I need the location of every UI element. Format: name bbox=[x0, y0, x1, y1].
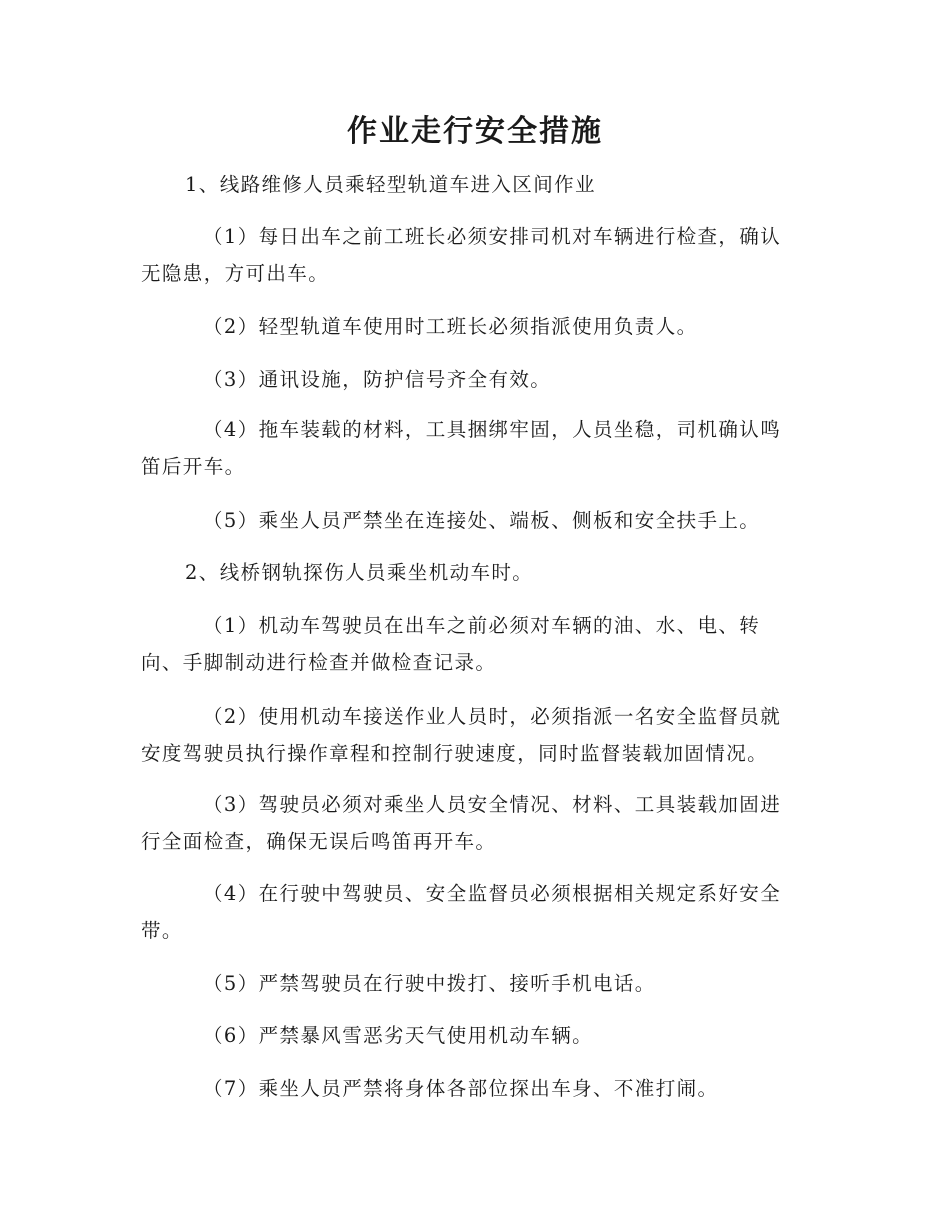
paragraph-2-6: （6）严禁暴风雪恶劣天气使用机动车辆。 bbox=[203, 1024, 594, 1047]
paragraph-2-3: （3）驾驶员必须对乘坐人员安全情况、材料、工具装载加固进行全面检查，确保无误后鸣笛再开车。 bbox=[141, 793, 782, 853]
paragraph-2-2: （2）使用机动车接送作业人员时，必须指派一名安全监督员就安度驾驶员执行操作章程和控制行驶速度，同时监督装载加固情况。 bbox=[141, 705, 782, 765]
paragraph-1-5: （5）乘坐人员严禁坐在连接处、端板、侧板和安全扶手上。 bbox=[203, 509, 761, 532]
paragraph-2-1: （1）机动车驾驶员在出车之前必须对车辆的油、水、电、转向、手脚制动进行检查并做检查记录。 bbox=[141, 614, 761, 674]
paragraph-2-5: （5）严禁驾驶员在行驶中拨打、接听手机电话。 bbox=[203, 972, 656, 995]
paragraph-1-3: （3）通讯设施，防护信号齐全有效。 bbox=[203, 368, 552, 391]
paragraph-1-2: （2）轻型轨道车使用时工班长必须指派使用负责人。 bbox=[203, 315, 698, 338]
section-heading-2: 2、线桥钢轨探伤人员乘坐机动车时。 bbox=[185, 561, 534, 584]
paragraph-2-4: （4）在行驶中驾驶员、安全监督员必须根据相关规定系好安全带。 bbox=[141, 882, 782, 942]
paragraph-1-1: （1）每日出车之前工班长必须安排司机对车辆进行检查，确认无隐患，方可出车。 bbox=[141, 225, 782, 285]
paragraph-1-4: （4）拖车装载的材料，工具捆绑牢固，人员坐稳，司机确认鸣笛后开车。 bbox=[141, 418, 782, 478]
page-title: 作业走行安全措施 bbox=[347, 114, 603, 149]
paragraph-2-7: （7）乘坐人员严禁将身体各部位探出车身、不准打闹。 bbox=[203, 1077, 719, 1100]
section-heading-1: 1、线路维修人员乘轻型轨道车进入区间作业 bbox=[185, 173, 596, 196]
